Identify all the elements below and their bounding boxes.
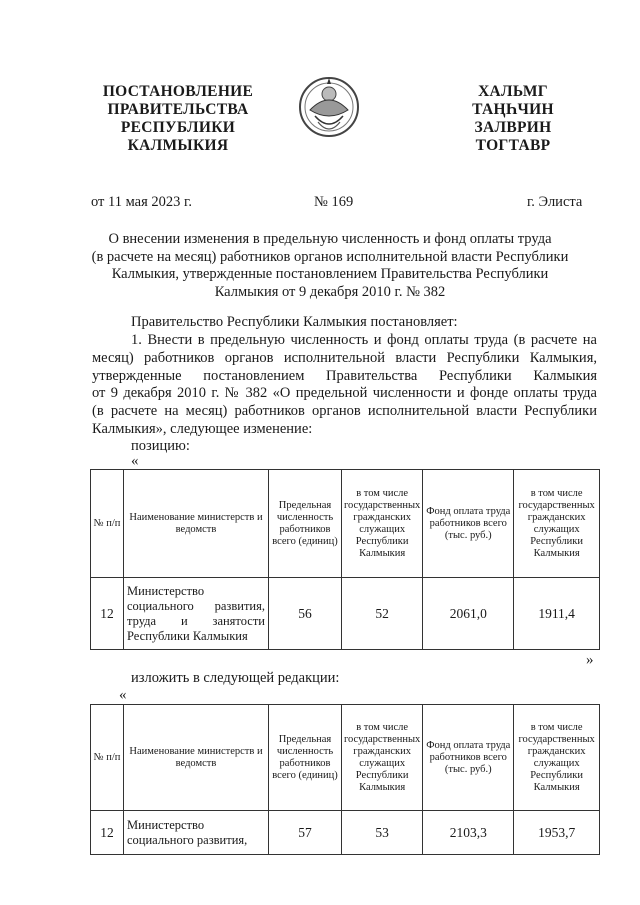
row-fund: 2103,3 [423,811,514,855]
new-position-table [90,704,600,855]
header-fund: Фонд оплата труда работников всего (тыс. руб.) [423,705,514,811]
header-right-line: ТАҢҺЧИН [472,101,554,118]
row-num: 12 [91,578,124,650]
row-name: Министерство социального развития, труда и занятости Республики Калмыкия [124,578,269,650]
table-header-row [91,705,600,811]
body-line: утвержденные постановлением Правительства Республики Калмыкия [92,367,597,384]
title-line: (в расчете на месяц) работников органов исполнительной власти Республики [91,248,569,265]
table-header-row [91,470,600,578]
header-civil-fund: в том числе государственных гражданских служащих Республики Калмыкия [514,470,600,578]
open-quote: « [131,453,139,469]
document-city: г. Элиста [527,194,583,210]
header-left-line: КАЛМЫКИЯ [127,137,229,154]
row-fund: 2061,0 [423,578,514,650]
body-line: (в расчете на месяц) работников органов исполнительной власти Республики [92,403,597,420]
position-label: позицию: [131,438,190,454]
header-fund: Фонд оплата труда работников всего (тыс. руб.) [423,470,514,578]
intro-paragraph: Правительство Республики Калмыкия постановляет: [131,314,458,330]
header-name: Наименование министерств и ведомств [124,470,269,578]
row-name: Министерство социального развития, [124,811,269,855]
body-paragraph [92,332,597,439]
body-line: Калмыкия», следующее изменение: [92,420,313,437]
header-staff: Предельная численность работников всего (единиц) [269,705,342,811]
header-num: № п/п [91,470,124,578]
header-left-title [98,83,258,155]
row-civil-staff: 53 [342,811,423,855]
emblem-icon [298,70,360,144]
document-date: от 11 мая 2023 г. [91,194,192,210]
close-quote: » [586,652,594,668]
row-civil-fund: 1953,7 [514,811,600,855]
header-num: № п/п [91,705,124,811]
header-right-line: ТОГТАВР [475,137,551,154]
document-title [80,231,580,301]
document-number: № 169 [314,194,354,210]
table-row [91,811,600,855]
title-line: О внесении изменения в предельную численность и фонд оплаты труда [108,231,552,247]
row-num: 12 [91,811,124,855]
header-left-line: РЕСПУБЛИКИ [120,119,236,136]
row-staff: 56 [269,578,342,650]
replace-label: изложить в следующей редакции: [131,670,340,686]
header-right-line: ЗАЛВРИН [474,119,552,136]
body-line: от 9 декабря 2010 г. № 382 «О предельной численности и фонде оплаты труда [92,385,597,402]
header-name: Наименование министерств и ведомств [124,705,269,811]
header-right-line: ХАЛЬМГ [478,83,548,100]
header-left-line: ПРАВИТЕЛЬСТВА [107,101,249,118]
header-civil-staff: в том числе государственных гражданских служащих Республики Калмыкия [342,470,423,578]
body-line: 1. Внести в предельную численность и фонд оплаты труда (в расчете на [131,332,597,348]
row-staff: 57 [269,811,342,855]
header-staff: Предельная численность работников всего (единиц) [269,470,342,578]
header-right-title [458,83,568,155]
open-quote: « [119,687,127,703]
row-civil-fund: 1911,4 [514,578,600,650]
title-line: Калмыкия, утвержденные постановлением Правительства Республики [111,266,549,282]
body-line: месяц) работников органов исполнительной власти Республики Калмыкия, [92,349,597,366]
old-position-table [90,469,600,650]
table-row [91,578,600,650]
header-civil-staff: в том числе государственных гражданских служащих Республики Калмыкия [342,705,423,811]
header-civil-fund: в том числе государственных гражданских служащих Республики Калмыкия [514,705,600,811]
title-line: Калмыкия от 9 декабря 2010 г. № 382 [214,283,446,300]
row-civil-staff: 52 [342,578,423,650]
header-left-line: ПОСТАНОВЛЕНИЕ [102,83,254,100]
